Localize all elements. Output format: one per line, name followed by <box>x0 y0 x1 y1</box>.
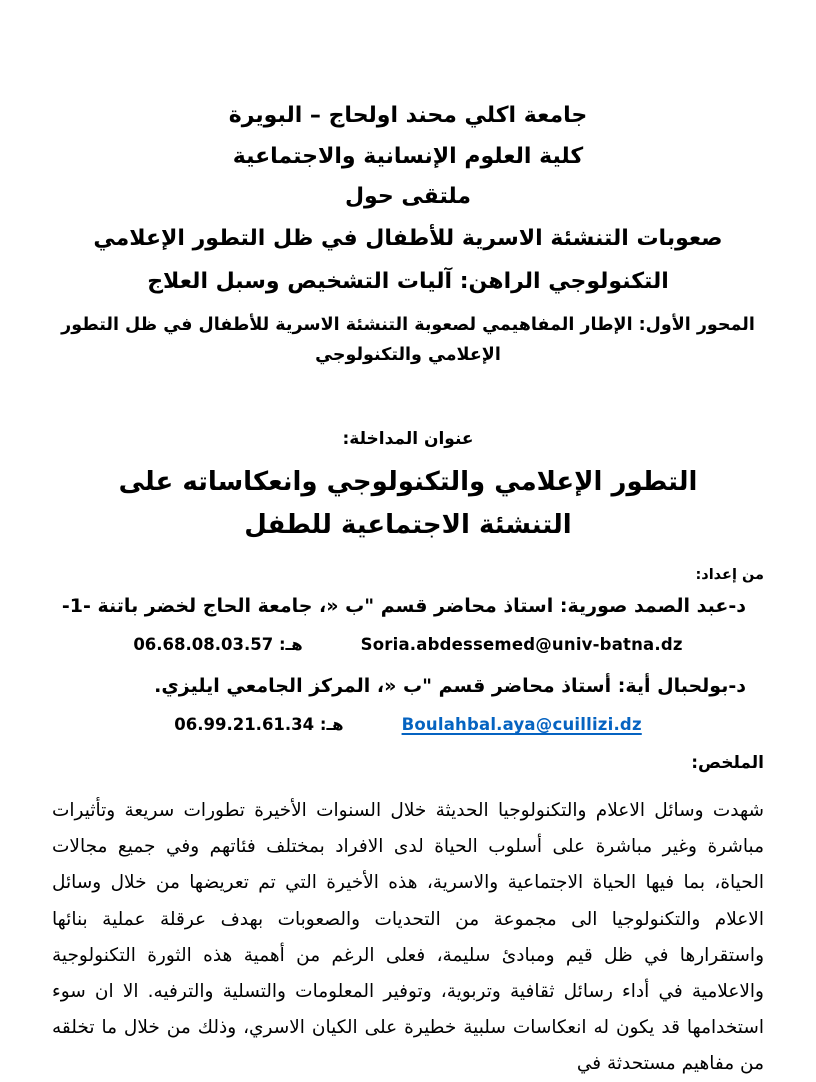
axis-title: المحور الأول: الإطار المفاهيمي لصعوبة التنشئة الاسرية للأطفال في ظل التطور الإعلامي والتكنولوجي <box>61 314 755 366</box>
abstract-label: الملخص: <box>691 753 764 774</box>
intervention-label: عنوان المداخلة: <box>342 429 474 450</box>
university-name: جامعة اكلي محند اولحاج – البويرة <box>228 103 588 128</box>
author-1-contact <box>52 631 764 659</box>
abstract-section <box>52 753 764 1082</box>
intervention-title-block <box>52 429 764 547</box>
faculty-name: كلية العلوم الإنسانية والاجتماعية <box>232 143 584 169</box>
forum-title: صعوبات التنشئة الاسرية للأطفال في ظل التطور الإعلامي التكنولوجي الراهن: آليات التشخيص وسبل العلاج <box>93 226 723 294</box>
author-2-email-link[interactable]: Boulahbal.aya@cuillizi.dz <box>401 715 642 735</box>
phone-label: هـ: <box>319 715 344 735</box>
author-2-contact <box>52 711 764 739</box>
intervention-title: التطور الإعلامي والتكنولوجي وانعكاساته على التنشئة الاجتماعية للطفل <box>118 467 698 540</box>
author-2-phone: 06.99.21.61.34 <box>174 715 315 735</box>
author-2-phone-group <box>174 711 343 739</box>
author-2-name: د-بولحبال أية: أستاذ محاضر قسم "ب «، المركز الجامعي ايليزي. <box>154 675 746 698</box>
abstract-text: شهدت وسائل الاعلام والتكنولوجيا الحديثة خلال السنوات الأخيرة تطورات سريعة وتأثيرات مباشرة وغير مباشرة على أسلوب الحياة لدى الافراد بمختلف فئاتهم وفي جميع مجالات الحياة، بما فيها الحياة الاجتماعية والاسرية، هذه الأخيرة التي تم تعريضها من خلال وسائل الاعلام والتكنولوجيا الى مجموعة من التحديات والصعوبات بهدف عرقلة عملية بنائها واستقرارها في ظل قيم ومبادئ سليمة، فعلى الرغم من أهمية هذه الثورة التكنولوجية والاعلامية في أداء رسائل ثقافية وتربوية، وتوفير المعلومات والتسلية والترفيه. الا ان سوء استخدامها قد يكون له انعكاسات سلبية خطيرة على الكيان الاسري، وذلك من خلال ما تخلقه من مفاهيم مستحدثة في <box>52 800 764 1074</box>
author-1-phone-group <box>133 631 302 659</box>
phone-label: هـ: <box>278 635 303 655</box>
author-1-phone: 06.68.08.03.57 <box>133 635 274 655</box>
forum-intro: ملتقى حول <box>344 184 472 210</box>
author-1-name: د-عبد الصمد صورية: استاذ محاضر قسم "ب «، جامعة الحاج لخضر باتنة -1- <box>61 594 746 617</box>
document-header <box>52 96 764 371</box>
prepared-by-label: من إعداد: <box>695 566 764 583</box>
author-1-email: Soria.abdessemed@univ-batna.dz <box>360 635 683 655</box>
authors-section <box>52 567 764 739</box>
